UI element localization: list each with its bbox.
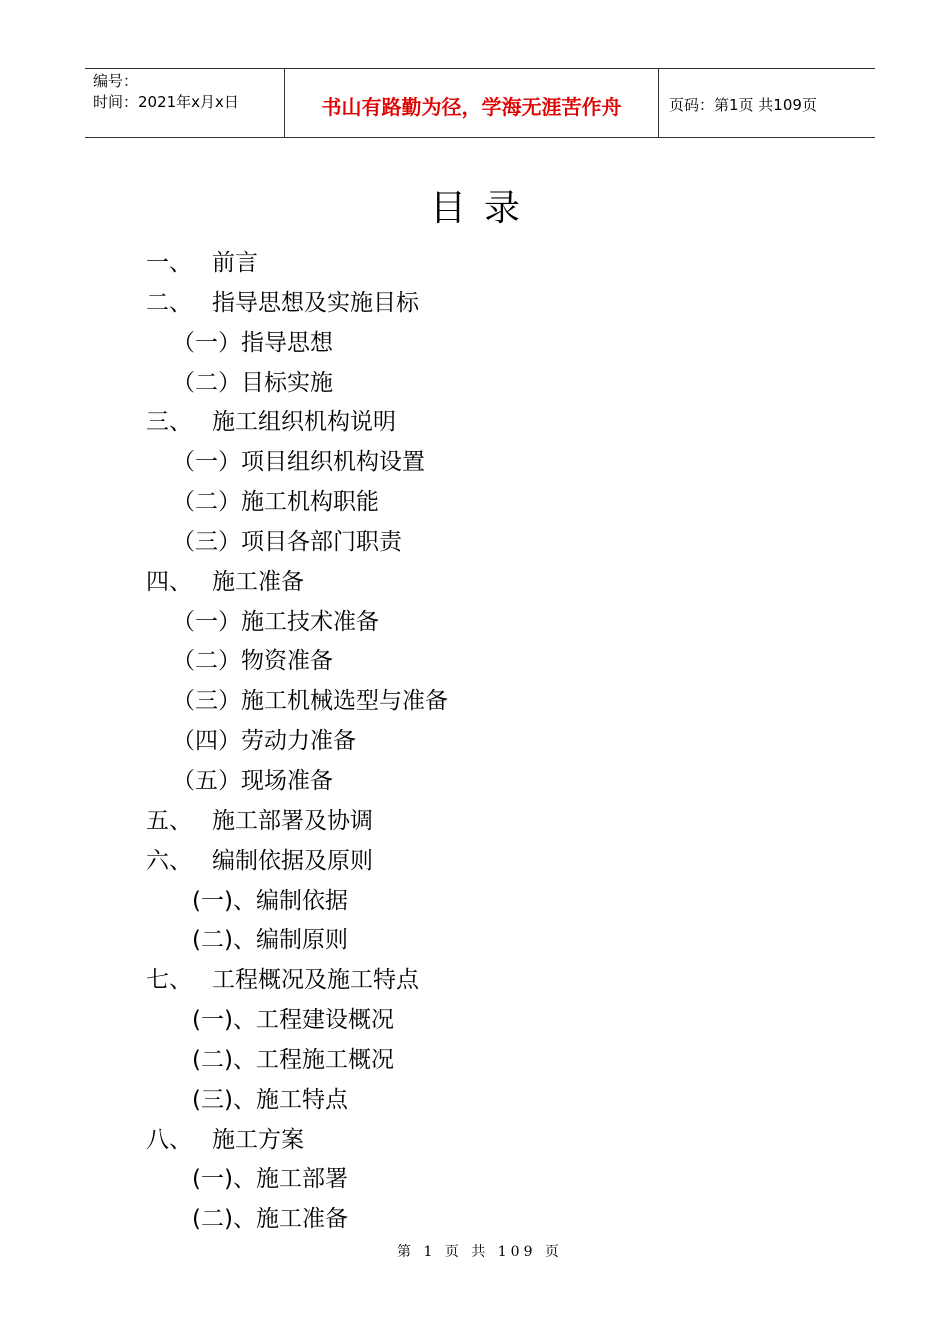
toc-section-title: （三）项目各部门职责: [172, 528, 402, 555]
toc-section: [0, 364, 950, 404]
toc-section-title: （一）施工技术准备: [172, 608, 379, 635]
toc-chapter-number: 七、: [146, 967, 192, 994]
toc-section: [0, 921, 950, 961]
toc-chapter-title: 指导思想及实施目标: [212, 289, 419, 316]
toc-section: [0, 1001, 950, 1041]
toc-chapter-title: 前言: [212, 250, 258, 276]
toc-chapter: [0, 842, 950, 882]
toc-section: [0, 1081, 950, 1121]
table-of-contents: [0, 244, 950, 1240]
toc-section-title: （二）物资准备: [172, 648, 333, 675]
toc-section-title: (二)、施工准备: [192, 1206, 348, 1233]
page-footer: 第 1 页 共 109 页: [397, 1244, 563, 1260]
toc-chapter-number: 八、: [146, 1126, 192, 1153]
toc-section-title: (一)、编制依据: [192, 887, 348, 914]
toc-chapter-number: 四、: [146, 568, 192, 595]
toc-chapter: [0, 563, 950, 603]
toc-section: [0, 722, 950, 762]
toc-chapter-number: 六、: [146, 847, 192, 874]
toc-chapter: [0, 403, 950, 443]
toc-section-title: （一）指导思想: [172, 329, 333, 356]
header-page-info: 页码：第1页 共109页: [669, 95, 817, 114]
toc-section-title: (一)、工程建设概况: [192, 1007, 394, 1034]
toc-chapter-number: 三、: [146, 409, 192, 436]
number-label: 编号：: [93, 72, 139, 90]
toc-section-title: （四）劳动力准备: [172, 728, 356, 755]
toc-section-title: （二）目标实施: [172, 369, 333, 396]
toc-chapter: [0, 284, 950, 324]
toc-section-title: (三)、施工特点: [192, 1086, 348, 1113]
toc-chapter-title: 施工组织机构说明: [212, 409, 396, 436]
toc-section: [0, 682, 950, 722]
page-title: 目录: [429, 188, 538, 229]
toc-section: [0, 762, 950, 802]
toc-section: [0, 324, 950, 364]
toc-section: [0, 523, 950, 563]
header-meta: [85, 69, 285, 137]
toc-section: [0, 483, 950, 523]
toc-section-title: （三）施工机械选型与准备: [172, 688, 448, 715]
toc-section: [0, 642, 950, 682]
toc-chapter-title: 编制依据及原则: [212, 847, 373, 874]
toc-chapter-title: 施工方案: [212, 1126, 304, 1153]
toc-section-title: （一）项目组织机构设置: [172, 449, 425, 476]
toc-section-title: (二)、工程施工概况: [192, 1046, 394, 1073]
toc-section: [0, 1200, 950, 1240]
toc-chapter-title: 工程概况及施工特点: [212, 967, 419, 994]
page-header: [85, 68, 875, 138]
toc-chapter-title: 施工部署及协调: [212, 807, 373, 834]
time-label: 时间：2021年x月x日: [93, 93, 239, 111]
toc-section: [0, 443, 950, 483]
toc-chapter-title: 施工准备: [212, 568, 304, 595]
toc-section: [0, 1041, 950, 1081]
toc-section-title: （二）施工机构职能: [172, 489, 379, 516]
toc-section: [0, 603, 950, 643]
header-motto: 书山有路勤为径，学海无涯苦作舟: [285, 69, 659, 137]
toc-section-title: (二)、编制原则: [192, 927, 348, 954]
toc-chapter-number: 五、: [146, 807, 192, 834]
toc-chapter: [0, 244, 950, 284]
toc-chapter: [0, 802, 950, 842]
toc-section-title: （五）现场准备: [172, 767, 333, 794]
toc-chapter-number: 一、: [146, 250, 192, 276]
toc-chapter: [0, 961, 950, 1001]
toc-chapter: [0, 1121, 950, 1161]
toc-section-title: (一)、施工部署: [192, 1166, 348, 1193]
toc-chapter-number: 二、: [146, 289, 192, 316]
toc-section: [0, 882, 950, 922]
toc-section: [0, 1160, 950, 1200]
